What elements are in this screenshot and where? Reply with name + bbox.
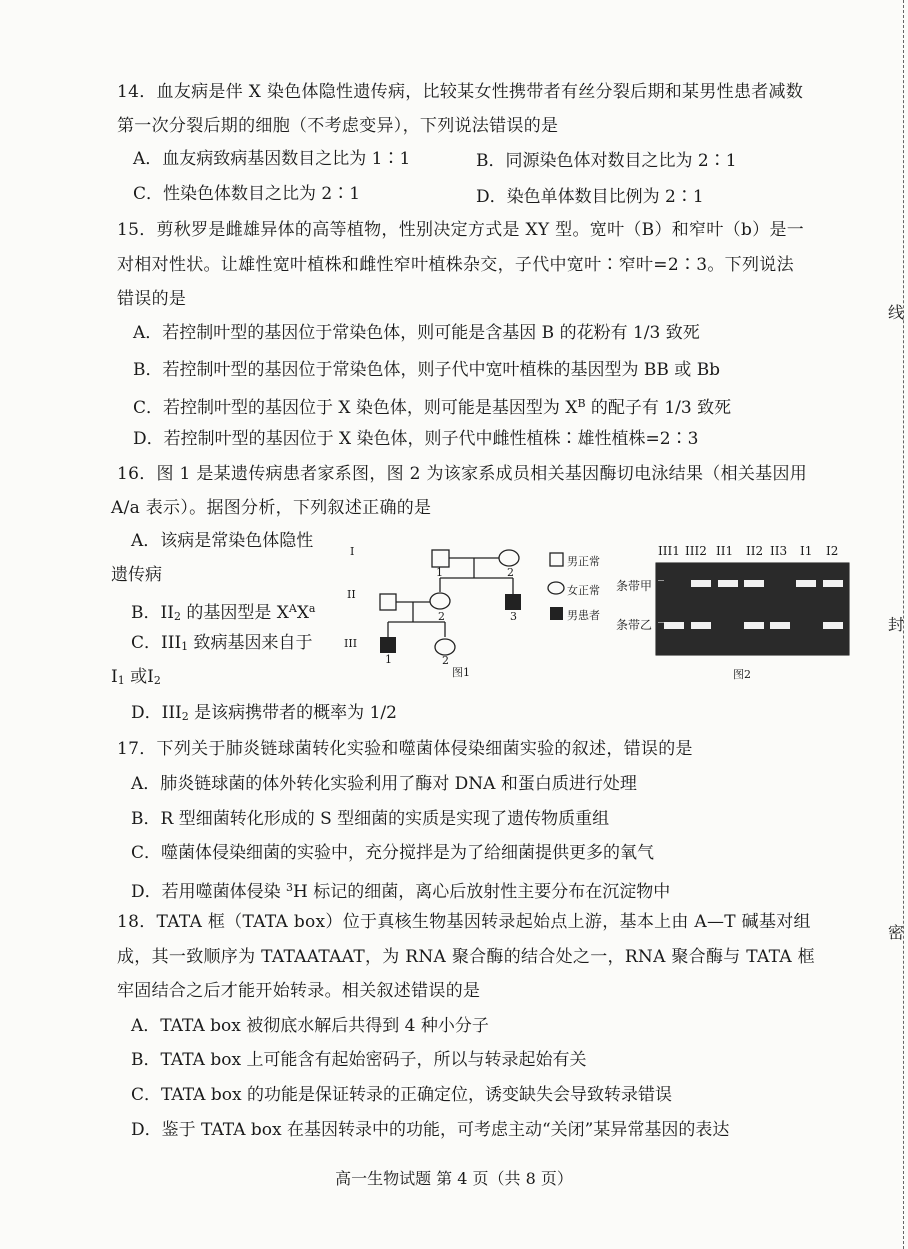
q18-stem-line3: 牢固结合之后才能开始转录。相关叙述错误的是 (117, 981, 481, 1001)
gel-lane-label-I2: I2 (826, 544, 839, 558)
q17-option-c: C．噬菌体侵染细菌的实验中，充分搅拌是为了给细菌提供更多的氧气 (131, 843, 655, 863)
q14-stem-line2: 第一次分裂后期的细胞（不考虑变异），下列说法错误的是 (117, 116, 559, 136)
q17-option-d: D．若用噬菌体侵染 $^3$H 标记的细菌，离心后放射性主要分布在沉淀物中 (131, 881, 671, 902)
pedigree-I1-number: 1 (436, 566, 443, 579)
pedigree-III2-female-normal (435, 639, 455, 655)
legend-male-patient-symbol (550, 607, 563, 620)
gel-band1-label: 条带甲 (616, 579, 653, 593)
q18-stem-line2: 成，其一致顺序为 TATAATAAT，为 RNA 聚合酶的结合处之一，RNA 聚合酶与 TATA 框 (117, 947, 815, 967)
q18-stem-line1: 18．TATA 框（TATA box）位于真核生物基因转录起始点上游，基本上由 A—T 碱基对组 (117, 912, 811, 932)
q14-option-a: A．血友病致病基因数目之比为 1∶1 (133, 149, 411, 169)
gel-band-I1-band1 (796, 580, 816, 587)
q16-option-c-line1: C．III1 致病基因来自于 (131, 633, 313, 653)
gel-band-II2-band2 (744, 622, 764, 629)
margin-char-feng: 封 (888, 615, 905, 634)
q17-option-b: B．R 型细菌转化形成的 S 型细菌的实质是实现了遗传物质重组 (131, 809, 610, 829)
q17-stem: 17．下列关于肺炎链球菌转化实验和噬菌体侵染细菌实验的叙述，错误的是 (117, 739, 693, 759)
legend-male-normal-label: 男正常 (567, 555, 600, 568)
q18-option-d: D．鉴于 TATA box 在基因转录中的功能，可考虑主动“关闭”某异常基因的表达 (131, 1120, 730, 1140)
margin-char-xian: 线 (888, 303, 905, 322)
q14-option-d: D．染色单体数目比例为 2∶1 (476, 187, 704, 207)
q16-option-b: B．II2 的基因型是 $X^AX^a$ (131, 602, 316, 623)
q17-option-a: A．肺炎链球菌的体外转化实验利用了酶对 DNA 和蛋白质进行处理 (131, 774, 637, 794)
margin-char-mi: 密 (888, 923, 905, 942)
figure1-caption: 图1 (452, 666, 470, 679)
pedigree-I1-male-normal (432, 550, 449, 567)
page-footer: 高一生物试题 第 4 页（共 8 页） (335, 1169, 573, 1188)
pedigree-gen-I-label: I (350, 545, 355, 558)
gel-band-I2-band1 (823, 580, 843, 587)
q16-option-c-line2: I1 或I2 (111, 667, 161, 687)
pedigree-gen-II-label: II (347, 588, 356, 601)
legend-female-normal-symbol (548, 582, 564, 594)
gel-band-I2-band2 (823, 622, 843, 629)
gel-band-III1-band2 (664, 622, 684, 629)
q15-stem-line1: 15．剪秋罗是雌雄异体的高等植物，性别决定方式是 XY 型。宽叶（B）和窄叶（b）是一 (117, 220, 805, 240)
pedigree-III1-male-patient (380, 637, 396, 653)
figure2-caption: 图2 (733, 668, 751, 681)
gel-lane-label-II1: II1 (716, 544, 734, 558)
pedigree-III1-number: 1 (385, 653, 392, 666)
q14-option-c: C．性染色体数目之比为 2∶1 (133, 184, 361, 204)
pedigree-II3-male-patient (505, 594, 521, 610)
q14-option-b: B．同源染色体对数目之比为 2∶1 (476, 151, 737, 171)
gel-band-II2-band1 (744, 580, 764, 587)
gel-image (656, 563, 849, 655)
q18-option-a: A．TATA box 被彻底水解后共得到 4 种小分子 (131, 1016, 489, 1036)
gel-band-III2-band2 (691, 622, 711, 629)
gel-band-II1-band1 (718, 580, 738, 587)
gel-lane-label-I1: I1 (800, 544, 813, 558)
pedigree-III2-number: 2 (442, 654, 449, 667)
q18-option-b: B．TATA box 上可能含有起始密码子，所以与转录起始有关 (131, 1050, 587, 1070)
pedigree-II1-male-normal (380, 594, 396, 610)
pedigree-I2-number: 2 (507, 566, 514, 579)
q15-stem-line3: 错误的是 (117, 289, 187, 309)
gel-lane-label-II3: II3 (770, 544, 788, 558)
legend-male-normal-symbol (550, 553, 563, 566)
q16-option-d: D．III2 是该病携带者的概率为 1/2 (131, 703, 397, 723)
q15-option-b: B．若控制叶型的基因位于常染色体，则子代中宽叶植株的基因型为 BB 或 Bb (133, 360, 721, 380)
gel-band2-label: 条带乙 (616, 618, 653, 632)
pedigree-II3-number: 3 (510, 610, 517, 623)
q15-stem-line2: 对相对性状。让雄性宽叶植株和雌性窄叶植株杂交，子代中宽叶∶窄叶=2∶3。下列说法 (117, 255, 794, 275)
q15-option-d: D．若控制叶型的基因位于 X 染色体，则子代中雌性植株∶雄性植株=2∶3 (133, 429, 699, 449)
q14-stem-line1: 14．血友病是伴 X 染色体隐性遗传病，比较某女性携带者有丝分裂后期和某男性患者减数 (117, 82, 804, 102)
pedigree-gen-III-label: III (344, 637, 358, 650)
q16-stem-line1: 16．图 1 是某遗传病患者家系图，图 2 为该家系成员相关基因酶切电泳结果（相关基因用 (117, 464, 808, 484)
q18-option-c: C．TATA box 的功能是保证转录的正确定位，诱变缺失会导致转录错误 (131, 1085, 672, 1105)
gel-lane-label-II2: II2 (746, 544, 764, 558)
pedigree-II2-female-normal (430, 593, 450, 609)
pedigree-I2-female-normal (499, 550, 519, 566)
legend-male-patient-label: 男患者 (567, 609, 600, 622)
pedigree-II2-number: 2 (438, 610, 445, 623)
q16-stem-line2: A/a 表示）。据图分析，下列叙述正确的是 (111, 498, 432, 518)
q16-option-a-line1: A．该病是常染色体隐性 (131, 531, 314, 551)
gel-lane-label-III2: III2 (685, 544, 707, 558)
q15-option-a: A．若控制叶型的基因位于常染色体，则可能是含基因 B 的花粉有 1/3 致死 (133, 323, 700, 343)
gel-band-III2-band1 (691, 580, 711, 587)
legend-female-normal-label: 女正常 (567, 584, 600, 597)
q15-option-c: C．若控制叶型的基因位于 X 染色体，则可能是基因型为 $X^B$ 的配子有 1/3 致死 (133, 397, 732, 418)
gel-band-II3-band2 (770, 622, 790, 629)
gel-lane-label-III1: III1 (658, 544, 680, 558)
q16-option-a-line2: 遗传病 (111, 565, 162, 585)
